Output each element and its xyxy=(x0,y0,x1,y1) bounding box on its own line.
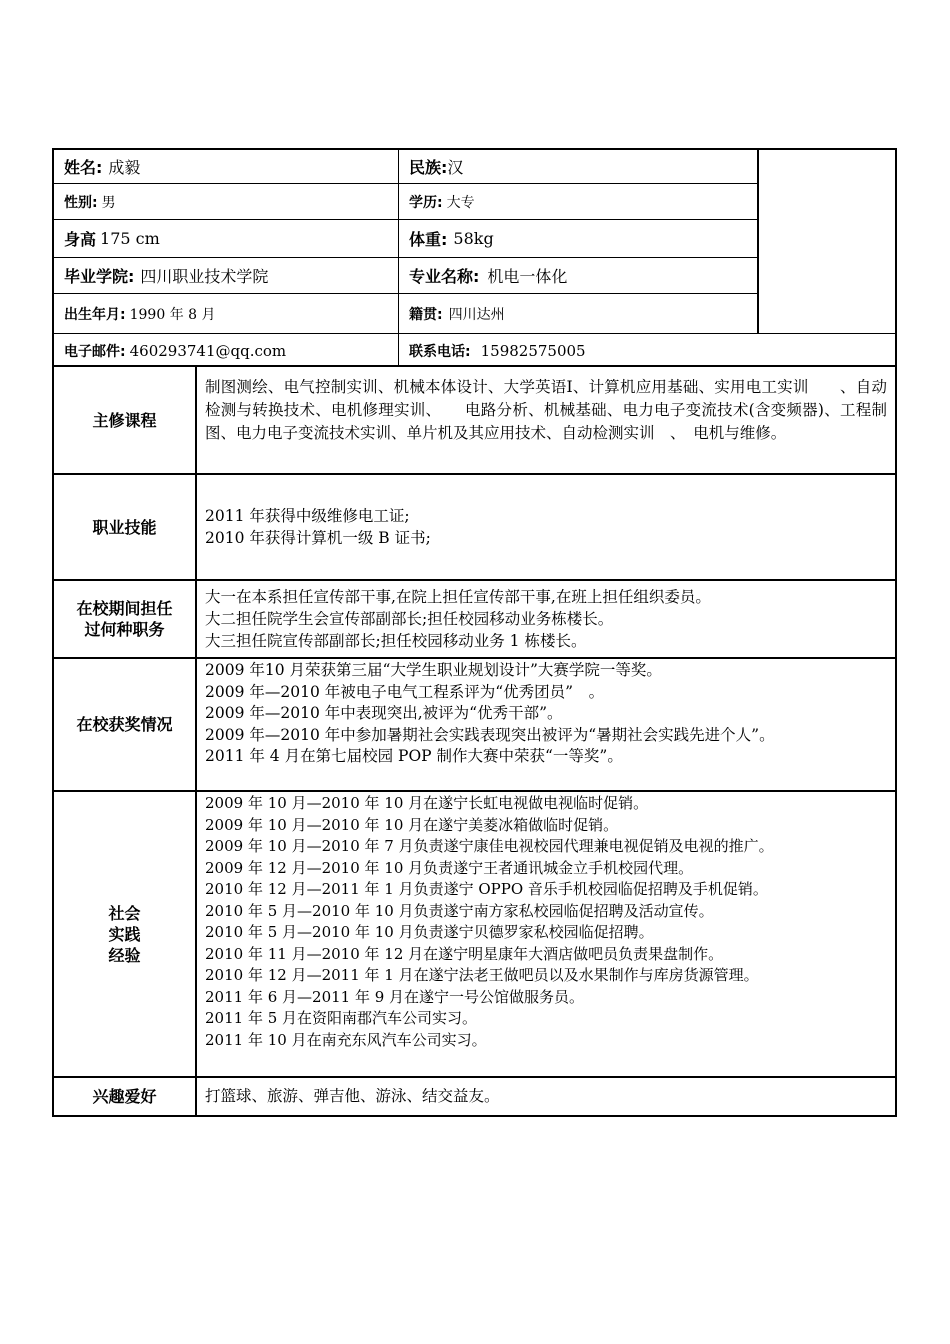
major-cell xyxy=(399,258,757,293)
ethnicity-value: 汉 xyxy=(447,158,464,177)
school-value: 四川职业技术学院 xyxy=(140,267,269,286)
hometown-label: 籍贯: xyxy=(409,306,443,323)
major-label: 专业名称: xyxy=(409,267,480,286)
school-cell xyxy=(54,258,398,293)
award-item: 2011 年 4 月在第七届校园 POP 制作大赛中荣获“一等奖”。 xyxy=(205,747,623,765)
skills-content xyxy=(197,475,895,579)
practice-item: 2011 年 5 月在资阳南郡汽车公司实习。 xyxy=(205,1009,478,1027)
courses-row xyxy=(54,366,895,473)
practice-item: 2009 年 10 月—2010 年 10 月在遂宁长虹电视做电视临时促销。 xyxy=(205,794,649,812)
weight-value: 58kg xyxy=(453,229,494,248)
skill-item: 2010 年获得计算机一级 B 证书; xyxy=(205,529,431,547)
practice-item: 2010 年 12 月—2011 年 1 月负责遂宁 OPPO 音乐手机校园临促招聘及手机促销。 xyxy=(205,880,768,898)
awards-row xyxy=(54,657,895,790)
practice-item: 2011 年 6 月—2011 年 9 月在遂宁一号公馆做服务员。 xyxy=(205,987,585,1006)
hobbies-row xyxy=(54,1076,895,1115)
skills-row xyxy=(54,473,895,579)
education-cell xyxy=(399,184,757,219)
weight-cell xyxy=(399,220,757,257)
gender-value: 男 xyxy=(101,194,116,211)
phone-cell xyxy=(399,334,895,367)
major-value: 机电一体化 xyxy=(487,267,568,286)
birth-value: 1990 年 8 月 xyxy=(129,306,216,323)
skill-item: 2011 年获得中级维修电工证; xyxy=(205,507,410,525)
awards-content xyxy=(197,659,895,790)
award-item: 2009 年—2010 年被电子电气工程系评为“优秀团员” 。 xyxy=(205,682,605,701)
practice-label-line2: 实践 xyxy=(108,924,141,944)
ethnicity-label: 民族: xyxy=(409,158,448,177)
practice-item: 2011 年 10 月在南充东风汽车公司实习。 xyxy=(205,1030,487,1049)
practice-item: 2009 年 10 月—2010 年 10 月在遂宁美菱冰箱做临时促销。 xyxy=(205,815,619,834)
education-label: 学历: xyxy=(409,194,443,211)
name-label: 姓名: xyxy=(64,158,103,177)
hometown-value: 四川达州 xyxy=(448,306,505,323)
ethnicity-cell xyxy=(399,150,757,183)
email-cell xyxy=(54,334,398,367)
courses-label: 主修课程 xyxy=(54,367,197,473)
skills-label: 职业技能 xyxy=(54,475,197,579)
position-item: 大三担任院宣传部副部长;担任校园移动业务 1 栋楼长。 xyxy=(205,632,587,650)
practice-row xyxy=(54,790,895,1076)
weight-label: 体重: xyxy=(409,230,448,249)
photo-placeholder xyxy=(759,150,895,333)
resume-sections-table xyxy=(52,366,897,1117)
positions-content xyxy=(197,581,895,657)
height-cell xyxy=(54,220,398,257)
hobbies-text: 打篮球、旅游、弹吉他、游泳、结交益友。 xyxy=(205,1087,500,1105)
birth-cell xyxy=(54,294,398,333)
practice-item: 2010 年 5 月—2010 年 10 月负责遂宁南方家私校园临促招聘及活动宣传。 xyxy=(205,901,714,920)
phone-value: 15982575005 xyxy=(480,341,586,360)
awards-label: 在校获奖情况 xyxy=(54,659,197,790)
gender-cell xyxy=(54,184,398,219)
practice-label-line1: 社会 xyxy=(108,903,141,923)
positions-label xyxy=(54,581,197,657)
hobbies-label: 兴趣爱好 xyxy=(54,1078,197,1115)
practice-item: 2009 年 12 月—2010 年 10 月负责遂宁王者通讯城金立手机校园代理。 xyxy=(205,858,694,877)
height-label: 身高 xyxy=(64,230,97,249)
practice-label-line3: 经验 xyxy=(108,945,141,965)
award-item: 2009 年—2010 年中参加暑期社会实践表现突出被评为“暑期社会实践先进个人”。 xyxy=(205,725,775,744)
position-item: 大一在本系担任宣传部干事,在院上担任宣传部干事,在班上担任组织委员。 xyxy=(205,588,711,606)
practice-item: 2010 年 5 月—2010 年 10 月负责遂宁贝德罗家私校园临促招聘。 xyxy=(205,923,654,941)
courses-text: 制图测绘、电气控制实训、机械本体设计、大学英语Ⅰ、计算机应用基础、实用电工实训 、自动检测与转换技术、电机修理实训、 电路分析、机械基础、电力电子变流技术(含变频器)、工程制图、电力电子变流技术实训、单片机及其应用技术、自动检测实训 、 电机与维修。 xyxy=(205,378,887,442)
hobbies-content xyxy=(197,1078,895,1115)
positions-label-line2: 过何种职务 xyxy=(84,620,165,639)
position-item: 大二担任院学生会宣传部副部长;担任校园移动业务栋楼长。 xyxy=(205,610,614,628)
positions-row xyxy=(54,579,895,657)
school-label: 毕业学院: xyxy=(64,267,135,286)
email-value: 460293741@qq.com xyxy=(129,341,287,360)
hometown-cell xyxy=(399,294,757,333)
name-cell xyxy=(54,150,398,183)
phone-label: 联系电话: xyxy=(409,343,471,360)
practice-item: 2010 年 12 月—2011 年 1 月在遂宁法老王做吧员以及水果制作与库房货源管理。 xyxy=(205,966,759,984)
award-item: 2009 年—2010 年中表现突出,被评为“优秀干部”。 xyxy=(205,704,563,722)
practice-item: 2010 年 11 月—2010 年 12 月在遂宁明星康年大酒店做吧员负责果盘制作。 xyxy=(205,944,724,963)
courses-content xyxy=(197,367,895,473)
height-value: 175 cm xyxy=(100,229,160,248)
award-item: 2009 年10 月荣获第三届“大学生职业规划设计”大赛学院一等奖。 xyxy=(205,661,662,679)
email-label: 电子邮件: xyxy=(64,343,126,360)
practice-label xyxy=(54,792,197,1076)
name-value: 成毅 xyxy=(108,158,141,177)
practice-item: 2009 年 10 月—2010 年 7 月负责遂宁康佳电视校园代理兼电视促销及电视的推广。 xyxy=(205,837,774,855)
education-value: 大专 xyxy=(446,194,475,211)
positions-label-line1: 在校期间担任 xyxy=(76,599,173,618)
personal-info-table xyxy=(52,148,897,367)
practice-content xyxy=(197,792,895,1076)
birth-label: 出生年月: xyxy=(64,306,126,323)
gender-label: 性别: xyxy=(64,194,98,211)
